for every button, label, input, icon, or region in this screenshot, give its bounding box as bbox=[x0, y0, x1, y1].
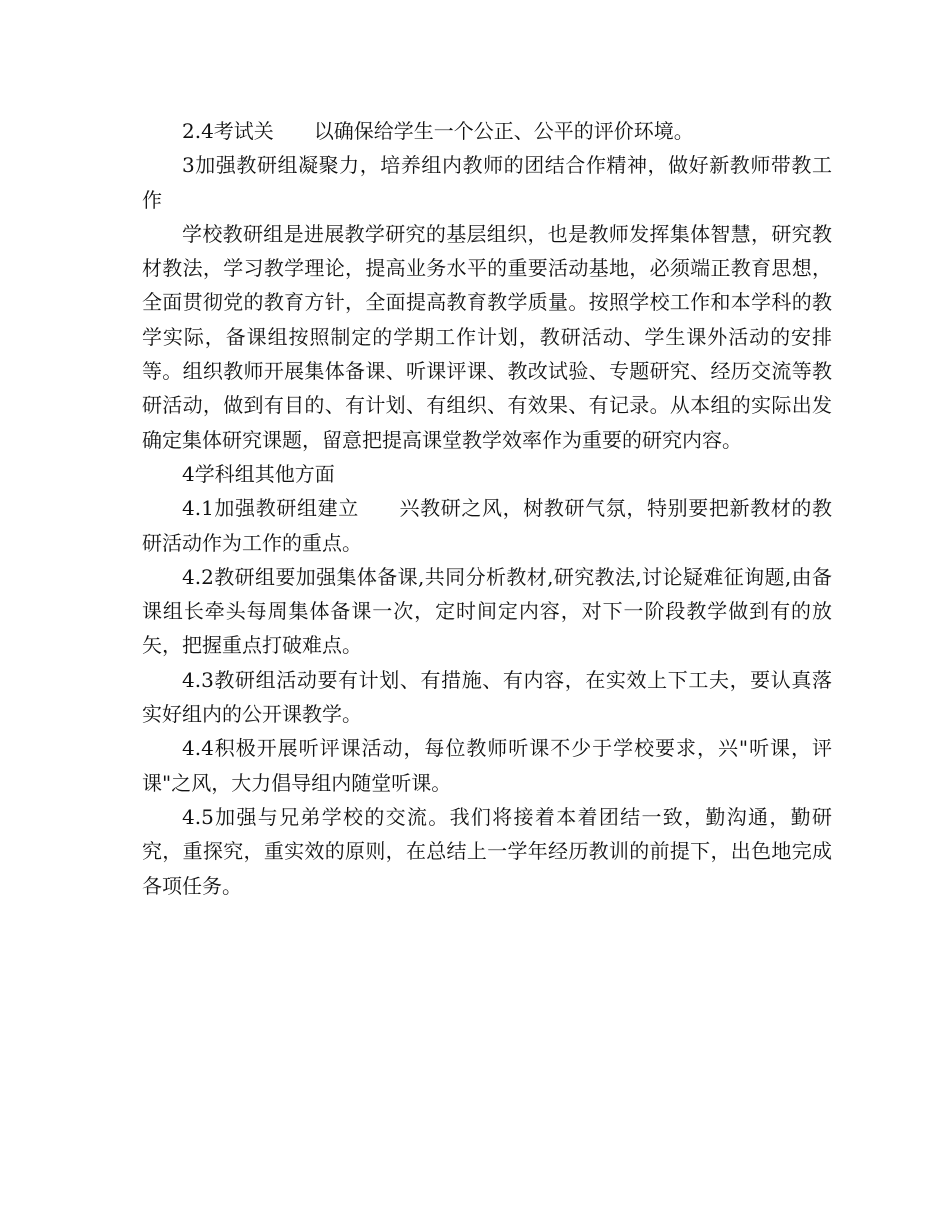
section-heading-2-4: 2.4考试关 bbox=[182, 119, 274, 143]
paragraph-4-2: 4.2教研组要加强集体备课,共同分析教材,研究教法,讨论疑难征询题,由备课组长牵头每周集体备课一次，定时间定内容，对下一阶段教学做到有的放矢，把握重点打破难点。 bbox=[142, 564, 832, 658]
paragraph-exam-section bbox=[142, 114, 832, 148]
paragraph-text: 以确保给学生一个公正、公平的评价环境。 bbox=[313, 119, 694, 143]
paragraph-teaching-group: 学校教研组是进展教学研究的基层组织，也是教师发挥集体智慧，研究教材教法，学习教学理论，提高业务水平的重要活动基地，必须端正教育思想，全面贯彻党的教育方针，全面提高教育教学质量。按照学校工作和本学科的教学实际，备课组按照制定的学期工作计划，教研活动、学生课外活动的安排等。组织教师开展集体备课、听课评课、教改试验、专题研究、经历交流等教研活动，做到有目的、有计划、有组织、有效果、有记录。从本组的实际出发确定集体研究课题，留意把提高课堂教学效率作为重要的研究内容。 bbox=[142, 221, 832, 452]
paragraph-4-3: 4.3教研组活动要有计划、有措施、有内容，在实效上下工夫，要认真落实好组内的公开课教学。 bbox=[142, 667, 832, 727]
document-body bbox=[142, 114, 832, 903]
paragraph-4-1 bbox=[142, 491, 832, 560]
paragraph-text: 兴教研之风，树教研气氛，特别要把新教材的教研活动作为工作的重点。 bbox=[142, 496, 832, 555]
section-heading-3: 3加强教研组凝聚力，培养组内教师的团结合作精神，做好新教师带教工作 bbox=[142, 153, 832, 212]
section-heading-4: 4学科组其他方面 bbox=[182, 461, 335, 486]
section-heading-4-1: 4.1加强教研组建立 bbox=[182, 496, 359, 521]
paragraph-4-5: 4.5加强与兄弟学校的交流。我们将接着本着团结一致，勤沟通，勤研究，重探究，重实效的原则，在总结上一学年经历教训的前提下，出色地完成各项任务。 bbox=[142, 804, 832, 898]
paragraph-4-4: 4.4积极开展听评课活动，每位教师听课不少于学校要求，兴"听课，评课"之风，大力倡导组内随堂听课。 bbox=[142, 736, 832, 795]
